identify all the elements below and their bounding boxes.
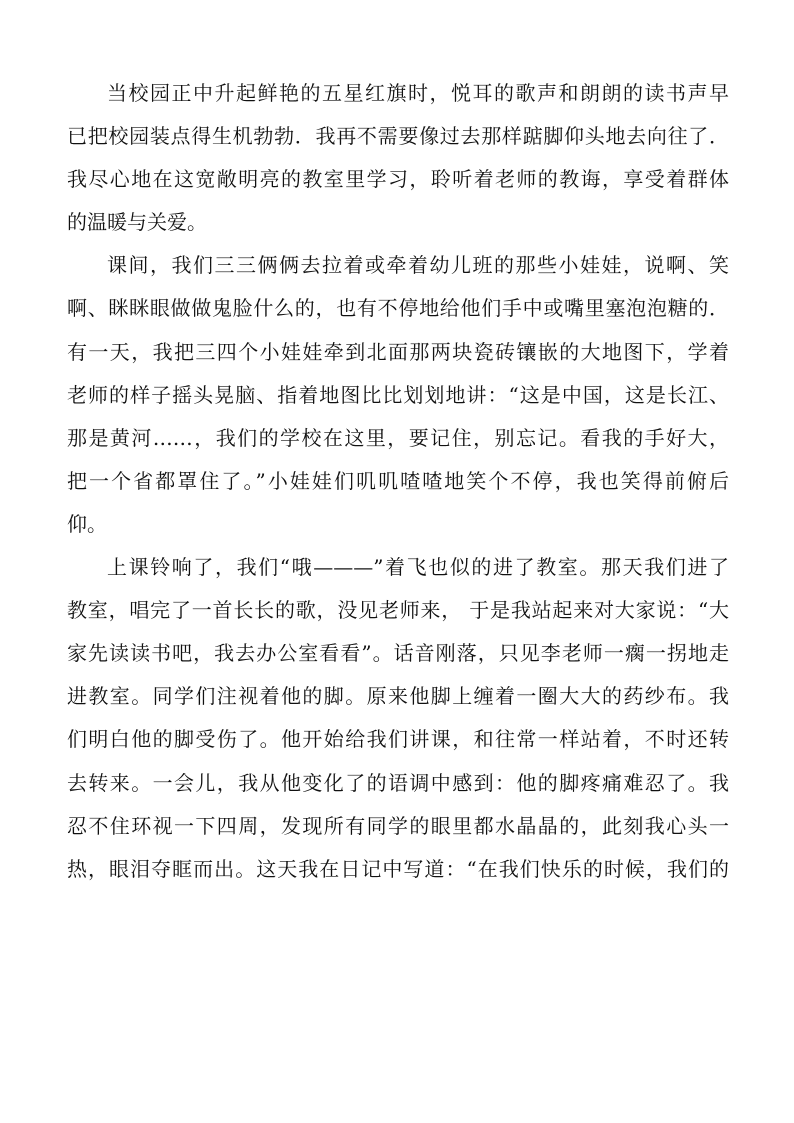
text-line: 去转来。一会儿，我从他变化了的语调中感到：他的脚疼痛难忍了。我 — [67, 770, 729, 795]
essay-body — [67, 72, 729, 891]
text-line: 已把校园装点得生机勃勃．我再不需要像过去那样踮脚仰头地去向往了． — [67, 124, 729, 149]
text-line: 仰。 — [67, 511, 107, 536]
text-line: 把一个省都罩住了。”小娃娃们叽叽喳喳地笑个不停，我也笑得前俯后 — [67, 468, 729, 493]
text-line: 忍不住环视一下四周，发现所有同学的眼里都水晶晶的，此刻我心头一 — [67, 813, 729, 838]
text-line: 的温暖与关爱。 — [67, 210, 207, 235]
text-line: 教室，唱完了一首长长的歌，没见老师来， 于是我站起来对大家说：“大 — [67, 598, 729, 623]
text-line: 课间，我们三三俩俩去拉着或牵着幼儿班的那些小娃娃，说啊、笑 — [107, 253, 729, 278]
paragraph-2 — [67, 244, 729, 546]
text-line: 热，眼泪夺眶而出。这天我在日记中写道：“在我们快乐的时候，我们的 — [67, 856, 729, 881]
text-line: 进教室。同学们注视着他的脚。原来他脚上缠着一圈大大的药纱布。我 — [67, 684, 729, 709]
text-line: 当校园正中升起鲜艳的五星红旗时，悦耳的歌声和朗朗的读书声早 — [107, 81, 729, 105]
text-line: 那是黄河……，我们的学校在这里，要记住，别忘记。看我的手好大， — [67, 425, 729, 450]
text-line: 上课铃响了，我们“哦———”着飞也似的进了教室。那天我们进了 — [107, 555, 729, 580]
text-line: 们明白他的脚受伤了。他开始给我们讲课，和往常一样站着，不时还转 — [67, 727, 729, 752]
paragraph-1 — [67, 72, 729, 244]
text-line: 老师的样子摇头晃脑、指着地图比比划划地讲：“这是中国，这是长江、 — [67, 382, 729, 407]
text-line: 家先读读书吧，我去办公室看看”。话音刚落，只见李老师一瘸一拐地走 — [67, 641, 729, 666]
text-line: 有一天，我把三四个小娃娃牵到北面那两块瓷砖镶嵌的大地图下，学着 — [67, 339, 729, 364]
text-line: 啊、眯眯眼做做鬼脸什么的，也有不停地给他们手中或嘴里塞泡泡糖的． — [67, 296, 729, 321]
paragraph-3 — [67, 546, 729, 891]
text-line: 我尽心地在这宽敞明亮的教室里学习，聆听着老师的教诲，享受着群体 — [67, 167, 729, 192]
